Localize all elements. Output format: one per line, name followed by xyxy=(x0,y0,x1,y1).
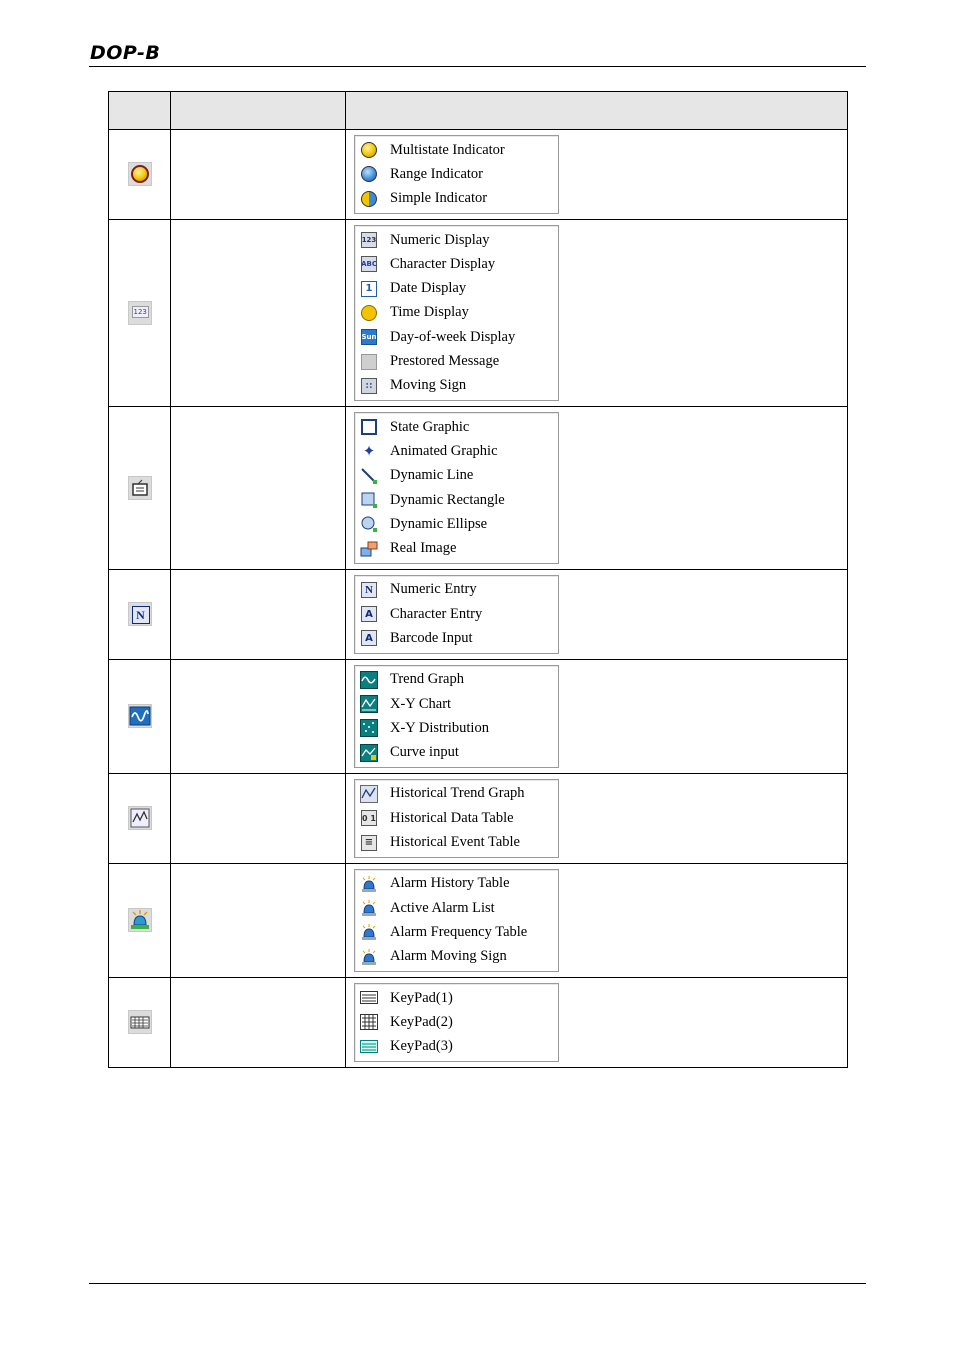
day-of-week-display-icon: Sun xyxy=(358,327,380,347)
group-icon-cell xyxy=(109,219,171,406)
dropdown-menu xyxy=(354,575,559,654)
menu-item-label: Character Display xyxy=(390,255,496,272)
menu-item[interactable] xyxy=(355,602,558,626)
menu-item[interactable] xyxy=(355,415,558,439)
range-indicator-icon xyxy=(358,164,380,184)
menu-item[interactable] xyxy=(355,741,558,765)
menu-item-label: KeyPad(2) xyxy=(390,1013,453,1030)
group-icon-cell xyxy=(109,659,171,773)
header-icon xyxy=(109,92,171,130)
dropdown-menu xyxy=(354,869,559,972)
menu-item-label: Range Indicator xyxy=(390,165,484,182)
menu-item-label: State Graphic xyxy=(390,418,470,435)
alarm-frequency-table-icon xyxy=(358,922,380,942)
menu-item[interactable] xyxy=(355,806,558,830)
menu-item-label: Active Alarm List xyxy=(390,899,495,916)
menu-cell xyxy=(346,406,848,569)
menu-item-label: KeyPad(1) xyxy=(390,989,453,1006)
keypad-2-icon xyxy=(358,1012,380,1032)
numeric-entry-icon: N xyxy=(358,580,380,600)
menu-item[interactable] xyxy=(355,920,558,944)
table-row xyxy=(109,219,848,406)
graph-icon xyxy=(128,704,152,728)
character-entry-icon: A xyxy=(358,604,380,624)
group-name xyxy=(171,219,346,406)
menu-item[interactable] xyxy=(355,782,558,806)
alarm-history-table-icon xyxy=(358,874,380,894)
keypad-1-icon xyxy=(358,988,380,1008)
menu-item-label: Prestored Message xyxy=(390,353,500,370)
group-icon-cell xyxy=(109,773,171,863)
menu-item[interactable] xyxy=(355,439,558,463)
menu-item-label: Time Display xyxy=(390,304,469,321)
menu-item-label: Numeric Entry xyxy=(390,581,477,598)
dropdown-menu xyxy=(354,779,559,858)
menu-item-label: Curve input xyxy=(390,744,459,761)
group-icon-cell xyxy=(109,863,171,977)
group-icon-cell xyxy=(109,569,171,659)
historical-event-table-icon: ≡ xyxy=(358,833,380,853)
barcode-input-icon: A xyxy=(358,628,380,648)
group-name xyxy=(171,659,346,773)
dropdown-menu xyxy=(354,665,559,768)
menu-cell xyxy=(346,659,848,773)
alarm-icon xyxy=(128,908,152,932)
table-row xyxy=(109,977,848,1067)
group-icon-cell xyxy=(109,977,171,1067)
menu-cell xyxy=(346,130,848,220)
dropdown-menu xyxy=(354,412,559,564)
historical-data-table-icon: 0 1 xyxy=(358,808,380,828)
menu-item-label: Date Display xyxy=(390,280,467,297)
menu-cell xyxy=(346,863,848,977)
menu-item-label: Dynamic Ellipse xyxy=(390,515,488,532)
logo: DOP-B xyxy=(90,42,161,64)
numeric-display-icon: 123 xyxy=(358,230,380,250)
dynamic-rectangle-icon xyxy=(358,490,380,510)
moving-sign-icon: :: xyxy=(358,376,380,396)
menu-item-label: Day-of-week Display xyxy=(390,328,516,345)
menu-item[interactable] xyxy=(355,138,558,162)
group-name xyxy=(171,406,346,569)
keypad-icon xyxy=(128,1010,152,1034)
menu-item[interactable] xyxy=(355,252,558,276)
menu-item[interactable] xyxy=(355,1010,558,1034)
dropdown-menu xyxy=(354,983,559,1062)
menu-cell xyxy=(346,977,848,1067)
multistate-indicator-icon xyxy=(358,140,380,160)
menu-item[interactable] xyxy=(355,896,558,920)
menu-cell xyxy=(346,773,848,863)
table-row xyxy=(109,130,848,220)
state-graphic-icon xyxy=(358,417,380,437)
menu-item[interactable] xyxy=(355,276,558,300)
menu-item[interactable] xyxy=(355,374,558,398)
character-display-icon: ABC xyxy=(358,254,380,274)
header-description xyxy=(346,92,848,130)
menu-item[interactable] xyxy=(355,536,558,560)
menu-item[interactable] xyxy=(355,986,558,1010)
dropdown-menu xyxy=(354,135,559,214)
prestored-message-icon xyxy=(358,352,380,372)
group-icon-cell xyxy=(109,130,171,220)
menu-item-label: Historical Event Table xyxy=(390,834,520,851)
historical-trend-graph-icon xyxy=(358,784,380,804)
menu-item-label: Historical Trend Graph xyxy=(390,785,525,802)
group-name xyxy=(171,130,346,220)
table-header-row xyxy=(109,92,848,130)
menu-item-label: Numeric Display xyxy=(390,231,490,248)
keypad-3-icon xyxy=(358,1037,380,1057)
graphic-icon xyxy=(128,476,152,500)
menu-item[interactable] xyxy=(355,945,558,969)
menu-item[interactable] xyxy=(355,187,558,211)
header-rule xyxy=(89,66,866,67)
alarm-moving-sign-icon xyxy=(358,947,380,967)
menu-item-label: KeyPad(3) xyxy=(390,1038,453,1055)
menu-item-label: X-Y Distribution xyxy=(390,719,489,736)
menu-item-label: Moving Sign xyxy=(390,377,467,394)
menu-item[interactable] xyxy=(355,512,558,536)
menu-item[interactable] xyxy=(355,488,558,512)
menu-item-label: Trend Graph xyxy=(390,671,464,688)
menu-cell xyxy=(346,569,848,659)
group-name xyxy=(171,863,346,977)
menu-item[interactable] xyxy=(355,626,558,650)
menu-item[interactable] xyxy=(355,228,558,252)
curve-input-icon xyxy=(358,743,380,763)
footer-rule xyxy=(89,1283,866,1284)
menu-item-label: Simple Indicator xyxy=(390,190,488,207)
menu-item-label: Barcode Input xyxy=(390,629,473,646)
group-name xyxy=(171,569,346,659)
menu-item[interactable] xyxy=(355,162,558,186)
input-icon: N xyxy=(128,602,152,626)
menu-item[interactable] xyxy=(355,716,558,740)
trend-graph-icon xyxy=(358,670,380,690)
x-y-distribution-icon xyxy=(358,718,380,738)
dynamic-ellipse-icon xyxy=(358,514,380,534)
menu-item[interactable] xyxy=(355,872,558,896)
x-y-chart-icon xyxy=(358,694,380,714)
table-row xyxy=(109,773,848,863)
menu-item[interactable] xyxy=(355,1035,558,1059)
menu-item-label: Alarm History Table xyxy=(390,875,510,892)
menu-item-label: Dynamic Line xyxy=(390,467,474,484)
real-image-icon xyxy=(358,539,380,559)
date-display-icon: 1 xyxy=(358,279,380,299)
dynamic-line-icon xyxy=(358,466,380,486)
menu-item-label: Character Entry xyxy=(390,605,483,622)
dropdown-menu xyxy=(354,225,559,401)
time-display-icon xyxy=(358,303,380,323)
menu-item-label: Alarm Frequency Table xyxy=(390,923,528,940)
historical-icon xyxy=(128,806,152,830)
menu-item[interactable] xyxy=(355,325,558,349)
menu-item-label: Historical Data Table xyxy=(390,809,514,826)
group-icon-cell xyxy=(109,406,171,569)
menu-item-label: Alarm Moving Sign xyxy=(390,948,507,965)
menu-item[interactable] xyxy=(355,692,558,716)
menu-item[interactable] xyxy=(355,830,558,854)
header-name xyxy=(171,92,346,130)
table-row xyxy=(109,406,848,569)
menu-item[interactable] xyxy=(355,464,558,488)
indicator-icon xyxy=(128,162,152,186)
menu-item[interactable] xyxy=(355,349,558,373)
table-row xyxy=(109,659,848,773)
group-name xyxy=(171,773,346,863)
table-row xyxy=(109,569,848,659)
simple-indicator-icon xyxy=(358,189,380,209)
display-icon: 123 xyxy=(128,301,152,325)
menu-item-label: Dynamic Rectangle xyxy=(390,491,505,508)
toolbar-table xyxy=(108,91,848,1068)
menu-item[interactable] xyxy=(355,301,558,325)
animated-graphic-icon: ✦ xyxy=(362,442,376,461)
table-row xyxy=(109,863,848,977)
menu-item[interactable] xyxy=(355,668,558,692)
menu-item-label: X-Y Chart xyxy=(390,695,452,712)
menu-item[interactable] xyxy=(355,578,558,602)
menu-cell xyxy=(346,219,848,406)
menu-item-label: Real Image xyxy=(390,540,457,557)
menu-item-label: Multistate Indicator xyxy=(390,141,505,158)
group-name xyxy=(171,977,346,1067)
active-alarm-list-icon xyxy=(358,898,380,918)
menu-item-label: Animated Graphic xyxy=(390,442,498,459)
